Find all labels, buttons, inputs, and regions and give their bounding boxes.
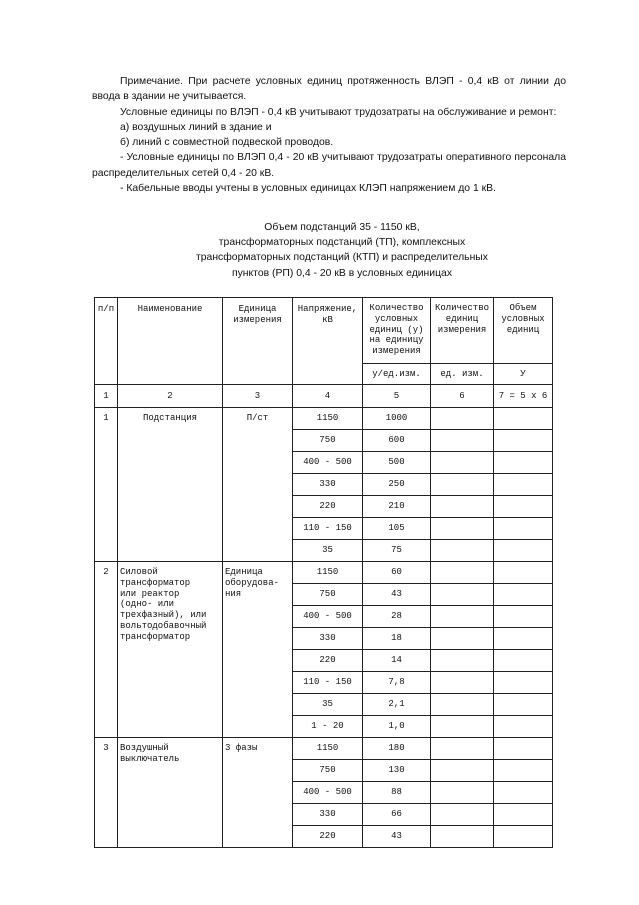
group-unit: П/ст (223, 408, 293, 562)
volume-cell[interactable] (494, 694, 553, 716)
header-qty-sub: у/ед.изм. (363, 364, 431, 385)
header-row (95, 298, 553, 364)
note-paragraph: б) линий с совместной подвеской проводов. (120, 137, 334, 149)
measure-count-cell[interactable] (431, 408, 494, 430)
table-row (95, 562, 553, 584)
table-row (95, 738, 553, 760)
column-number-cell: 5 (363, 385, 431, 408)
header-name: Наименование (118, 298, 223, 385)
measure-count-cell[interactable] (431, 760, 494, 782)
voltage-cell: 110 - 150 (293, 672, 363, 694)
note-paragraph: а) воздушных линий в здание и (120, 121, 272, 133)
group-unit: Единица оборудова- ния (223, 562, 293, 738)
units-per-measure-cell: 7,8 (363, 672, 431, 694)
header-qty-units: Количество единиц измерения (431, 298, 494, 364)
voltage-cell: 1150 (293, 562, 363, 584)
units-per-measure-cell: 60 (363, 562, 431, 584)
units-per-measure-cell: 43 (363, 584, 431, 606)
measure-count-cell[interactable] (431, 738, 494, 760)
title-line: пунктов (РП) 0,4 - 20 кВ в условных единицах (231, 267, 453, 279)
units-per-measure-cell: 43 (363, 826, 431, 848)
column-number-cell: 1 (95, 385, 118, 408)
units-per-measure-cell: 18 (363, 628, 431, 650)
measure-count-cell[interactable] (431, 496, 494, 518)
volume-cell[interactable] (494, 452, 553, 474)
voltage-cell: 330 (293, 804, 363, 826)
column-number-cell: 7 = 5 x 6 (494, 385, 553, 408)
column-number-cell: 3 (223, 385, 293, 408)
volume-cell[interactable] (494, 760, 553, 782)
volume-cell[interactable] (494, 650, 553, 672)
volume-cell[interactable] (494, 540, 553, 562)
group-name: Подстанция (118, 408, 223, 562)
volume-cell[interactable] (494, 628, 553, 650)
notes-block (92, 74, 566, 196)
measure-count-cell[interactable] (431, 672, 494, 694)
group-name: Силовой трансформатор или реактор (одно- или трехфазный), или вольтодобавочный трансформатор (118, 562, 223, 738)
note-paragraph: - Условные единицы по ВЛЭП 0,4 - 20 кВ учитывают трудозатраты оперативного персонала распределительных сетей 0,4 - 20 кВ. (92, 152, 566, 179)
measure-count-cell[interactable] (431, 474, 494, 496)
volume-cell[interactable] (494, 584, 553, 606)
units-per-measure-cell: 210 (363, 496, 431, 518)
volume-table (94, 297, 553, 848)
measure-count-cell[interactable] (431, 452, 494, 474)
units-per-measure-cell: 75 (363, 540, 431, 562)
volume-cell[interactable] (494, 804, 553, 826)
measure-count-cell[interactable] (431, 562, 494, 584)
voltage-cell: 330 (293, 628, 363, 650)
measure-count-cell[interactable] (431, 716, 494, 738)
measure-count-cell[interactable] (431, 584, 494, 606)
units-per-measure-cell: 66 (363, 804, 431, 826)
voltage-cell: 220 (293, 650, 363, 672)
units-per-measure-cell: 88 (363, 782, 431, 804)
title-line: трансформаторных подстанций (КТП) и распределительных (196, 252, 488, 264)
measure-count-cell[interactable] (431, 826, 494, 848)
header-unit: Единица измерения (223, 298, 293, 385)
column-number-cell: 4 (293, 385, 363, 408)
table-row (95, 408, 553, 430)
units-per-measure-cell: 105 (363, 518, 431, 540)
measure-count-cell[interactable] (431, 782, 494, 804)
voltage-cell: 110 - 150 (293, 518, 363, 540)
header-qty: Количество условных единиц (у) на единицу измерения (363, 298, 431, 364)
units-per-measure-cell: 1000 (363, 408, 431, 430)
voltage-cell: 1150 (293, 408, 363, 430)
column-number-row (95, 385, 553, 408)
measure-count-cell[interactable] (431, 650, 494, 672)
note-paragraph: Примечание. При расчете условных единиц протяженность ВЛЭП - 0,4 кВ от линии до ввода в здании не учитывается. (92, 76, 566, 103)
units-per-measure-cell: 130 (363, 760, 431, 782)
note-paragraph: Условные единицы по ВЛЭП - 0,4 кВ учитывают трудозатраты на обслуживание и ремонт: (120, 106, 557, 118)
units-per-measure-cell: 14 (363, 650, 431, 672)
measure-count-cell[interactable] (431, 694, 494, 716)
group-unit: 3 фазы (223, 738, 293, 848)
group-number: 3 (95, 738, 118, 848)
volume-cell[interactable] (494, 430, 553, 452)
volume-cell[interactable] (494, 562, 553, 584)
voltage-cell: 220 (293, 826, 363, 848)
voltage-cell: 1150 (293, 738, 363, 760)
table-title (150, 220, 534, 281)
measure-count-cell[interactable] (431, 430, 494, 452)
header-voltage: Напряжение, кВ (293, 298, 363, 385)
units-per-measure-cell: 180 (363, 738, 431, 760)
voltage-cell: 400 - 500 (293, 782, 363, 804)
group-name: Воздушный выключатель (118, 738, 223, 848)
voltage-cell: 400 - 500 (293, 452, 363, 474)
title-line: трансформаторных подстанций (ТП), комплексных (218, 237, 466, 249)
volume-cell[interactable] (494, 738, 553, 760)
measure-count-cell[interactable] (431, 628, 494, 650)
voltage-cell: 330 (293, 474, 363, 496)
measure-count-cell[interactable] (431, 606, 494, 628)
voltage-cell: 750 (293, 584, 363, 606)
group-number: 2 (95, 562, 118, 738)
group-number: 1 (95, 408, 118, 562)
voltage-cell: 400 - 500 (293, 606, 363, 628)
voltage-cell: 750 (293, 760, 363, 782)
header-volume: Объем условных единиц (494, 298, 553, 364)
measure-count-cell[interactable] (431, 540, 494, 562)
units-per-measure-cell: 1,0 (363, 716, 431, 738)
measure-count-cell[interactable] (431, 518, 494, 540)
header-pp: п/п (95, 298, 118, 385)
units-per-measure-cell: 600 (363, 430, 431, 452)
units-per-measure-cell: 2,1 (363, 694, 431, 716)
header-qty-units-sub: ед. изм. (431, 364, 494, 385)
measure-count-cell[interactable] (431, 804, 494, 826)
column-number-cell: 2 (118, 385, 223, 408)
voltage-cell: 750 (293, 430, 363, 452)
units-per-measure-cell: 500 (363, 452, 431, 474)
units-per-measure-cell: 250 (363, 474, 431, 496)
units-per-measure-cell: 28 (363, 606, 431, 628)
volume-cell[interactable] (494, 782, 553, 804)
voltage-cell: 220 (293, 496, 363, 518)
volume-cell[interactable] (494, 408, 553, 430)
volume-cell[interactable] (494, 518, 553, 540)
volume-cell[interactable] (494, 606, 553, 628)
voltage-cell: 35 (293, 694, 363, 716)
voltage-cell: 1 - 20 (293, 716, 363, 738)
volume-cell[interactable] (494, 826, 553, 848)
volume-cell[interactable] (494, 716, 553, 738)
volume-cell[interactable] (494, 474, 553, 496)
volume-cell[interactable] (494, 672, 553, 694)
volume-cell[interactable] (494, 496, 553, 518)
voltage-cell: 35 (293, 540, 363, 562)
header-volume-sub: У (494, 364, 553, 385)
column-number-cell: 6 (431, 385, 494, 408)
note-paragraph: - Кабельные вводы учтены в условных единицах КЛЭП напряжением до 1 кВ. (120, 183, 496, 195)
title-line: Объем подстанций 35 - 1150 кВ, (264, 222, 420, 233)
